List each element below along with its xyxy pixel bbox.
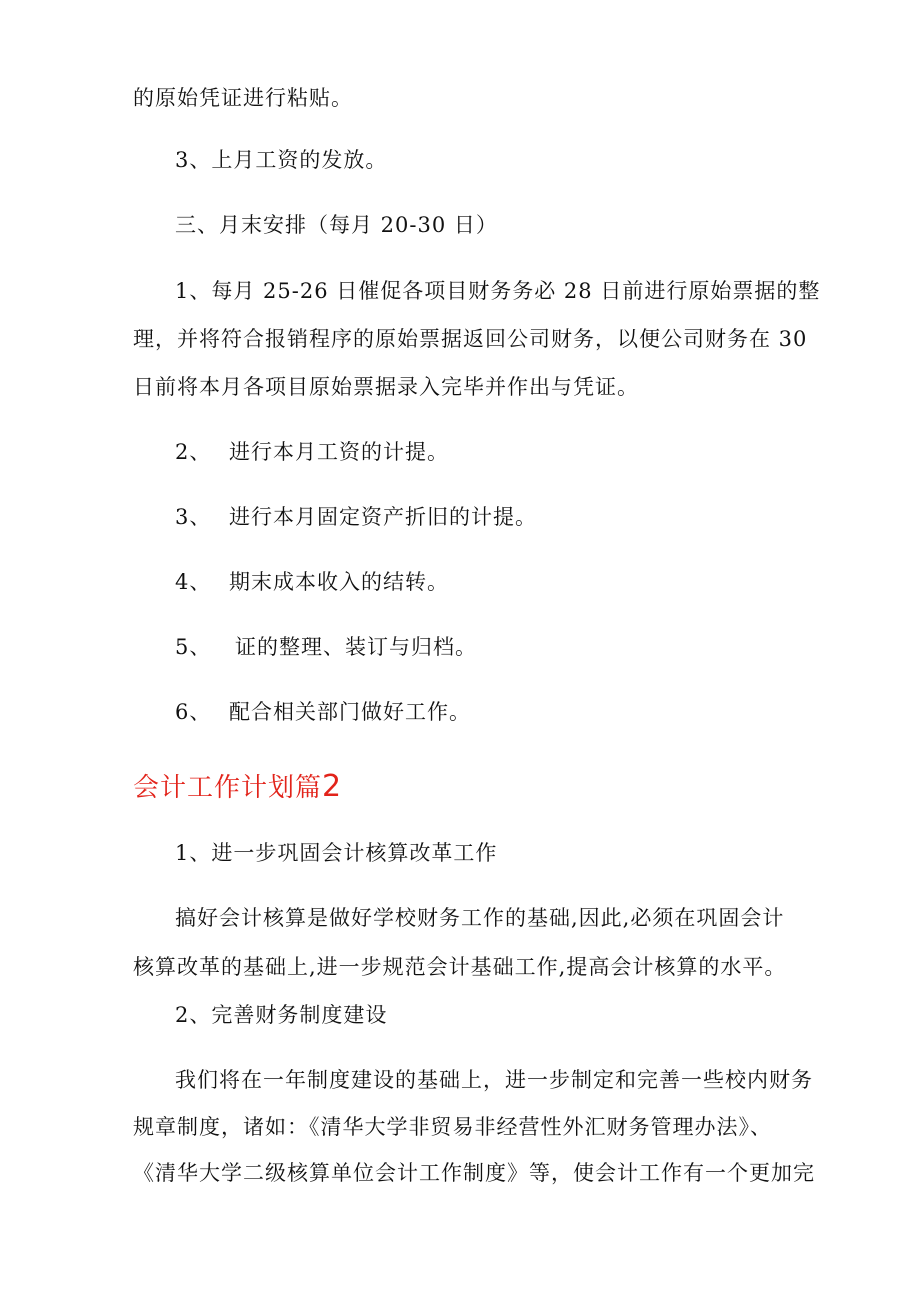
reform-paragraph-line-2: 核算改革的基础上,进一步规范会计基础工作,提高会计核算的水平。 xyxy=(133,955,787,979)
paragraph-continuation: 的原始凭证进行粘贴。 xyxy=(133,86,353,110)
list-item-text: 配合相关部门做好工作。 xyxy=(229,700,471,724)
list-item xyxy=(175,698,471,726)
month-end-paragraph-line-1: 1、每月 25-26 日催促各项目财务务必 28 日前进行原始票据的整 xyxy=(175,279,821,303)
list-item-number: 3、 xyxy=(175,505,212,529)
section-title-number: 2 xyxy=(322,769,343,804)
subheading-financial-system: 2、完善财务制度建设 xyxy=(175,1003,388,1027)
section-title xyxy=(133,770,342,805)
list-item-text: 证的整理、装订与归档。 xyxy=(235,635,477,659)
list-item-number: 6、 xyxy=(175,700,212,724)
item-salary-payment: 3、上月工资的发放。 xyxy=(175,148,388,172)
list-item xyxy=(175,633,477,661)
section-title-text: 会计工作计划篇 xyxy=(133,773,323,803)
list-item-number: 5、 xyxy=(175,635,212,659)
system-paragraph-line-1: 我们将在一年制度建设的基础上，进一步制定和完善一些校内财务 xyxy=(175,1068,813,1092)
list-item-text: 期末成本收入的结转。 xyxy=(229,570,449,594)
month-end-paragraph-line-3: 日前将本月各项目原始票据录入完毕并作出与凭证。 xyxy=(133,375,639,399)
system-paragraph-line-3: 《清华大学二级核算单位会计工作制度》等，使会计工作有一个更加完 xyxy=(133,1161,815,1185)
reform-paragraph-line-1: 搞好会计核算是做好学校财务工作的基础,因此,必须在巩固会计 xyxy=(175,906,785,930)
subheading-accounting-reform: 1、进一步巩固会计核算改革工作 xyxy=(175,841,498,865)
list-item-number: 2、 xyxy=(175,440,212,464)
list-item xyxy=(175,503,537,531)
list-item-number: 4、 xyxy=(175,570,212,594)
list-item-text: 进行本月工资的计提。 xyxy=(229,440,449,464)
month-end-paragraph-line-2: 理，并将符合报销程序的原始票据返回公司财务，以便公司财务在 30 xyxy=(133,327,808,351)
list-item xyxy=(175,568,449,596)
list-item xyxy=(175,438,449,466)
list-item-text: 进行本月固定资产折旧的计提。 xyxy=(229,505,537,529)
section-heading-month-end: 三、月末安排（每月 20-30 日） xyxy=(175,213,498,237)
system-paragraph-line-2: 规章制度，诸如：《清华大学非贸易非经营性外汇财务管理办法》、 xyxy=(133,1115,772,1139)
